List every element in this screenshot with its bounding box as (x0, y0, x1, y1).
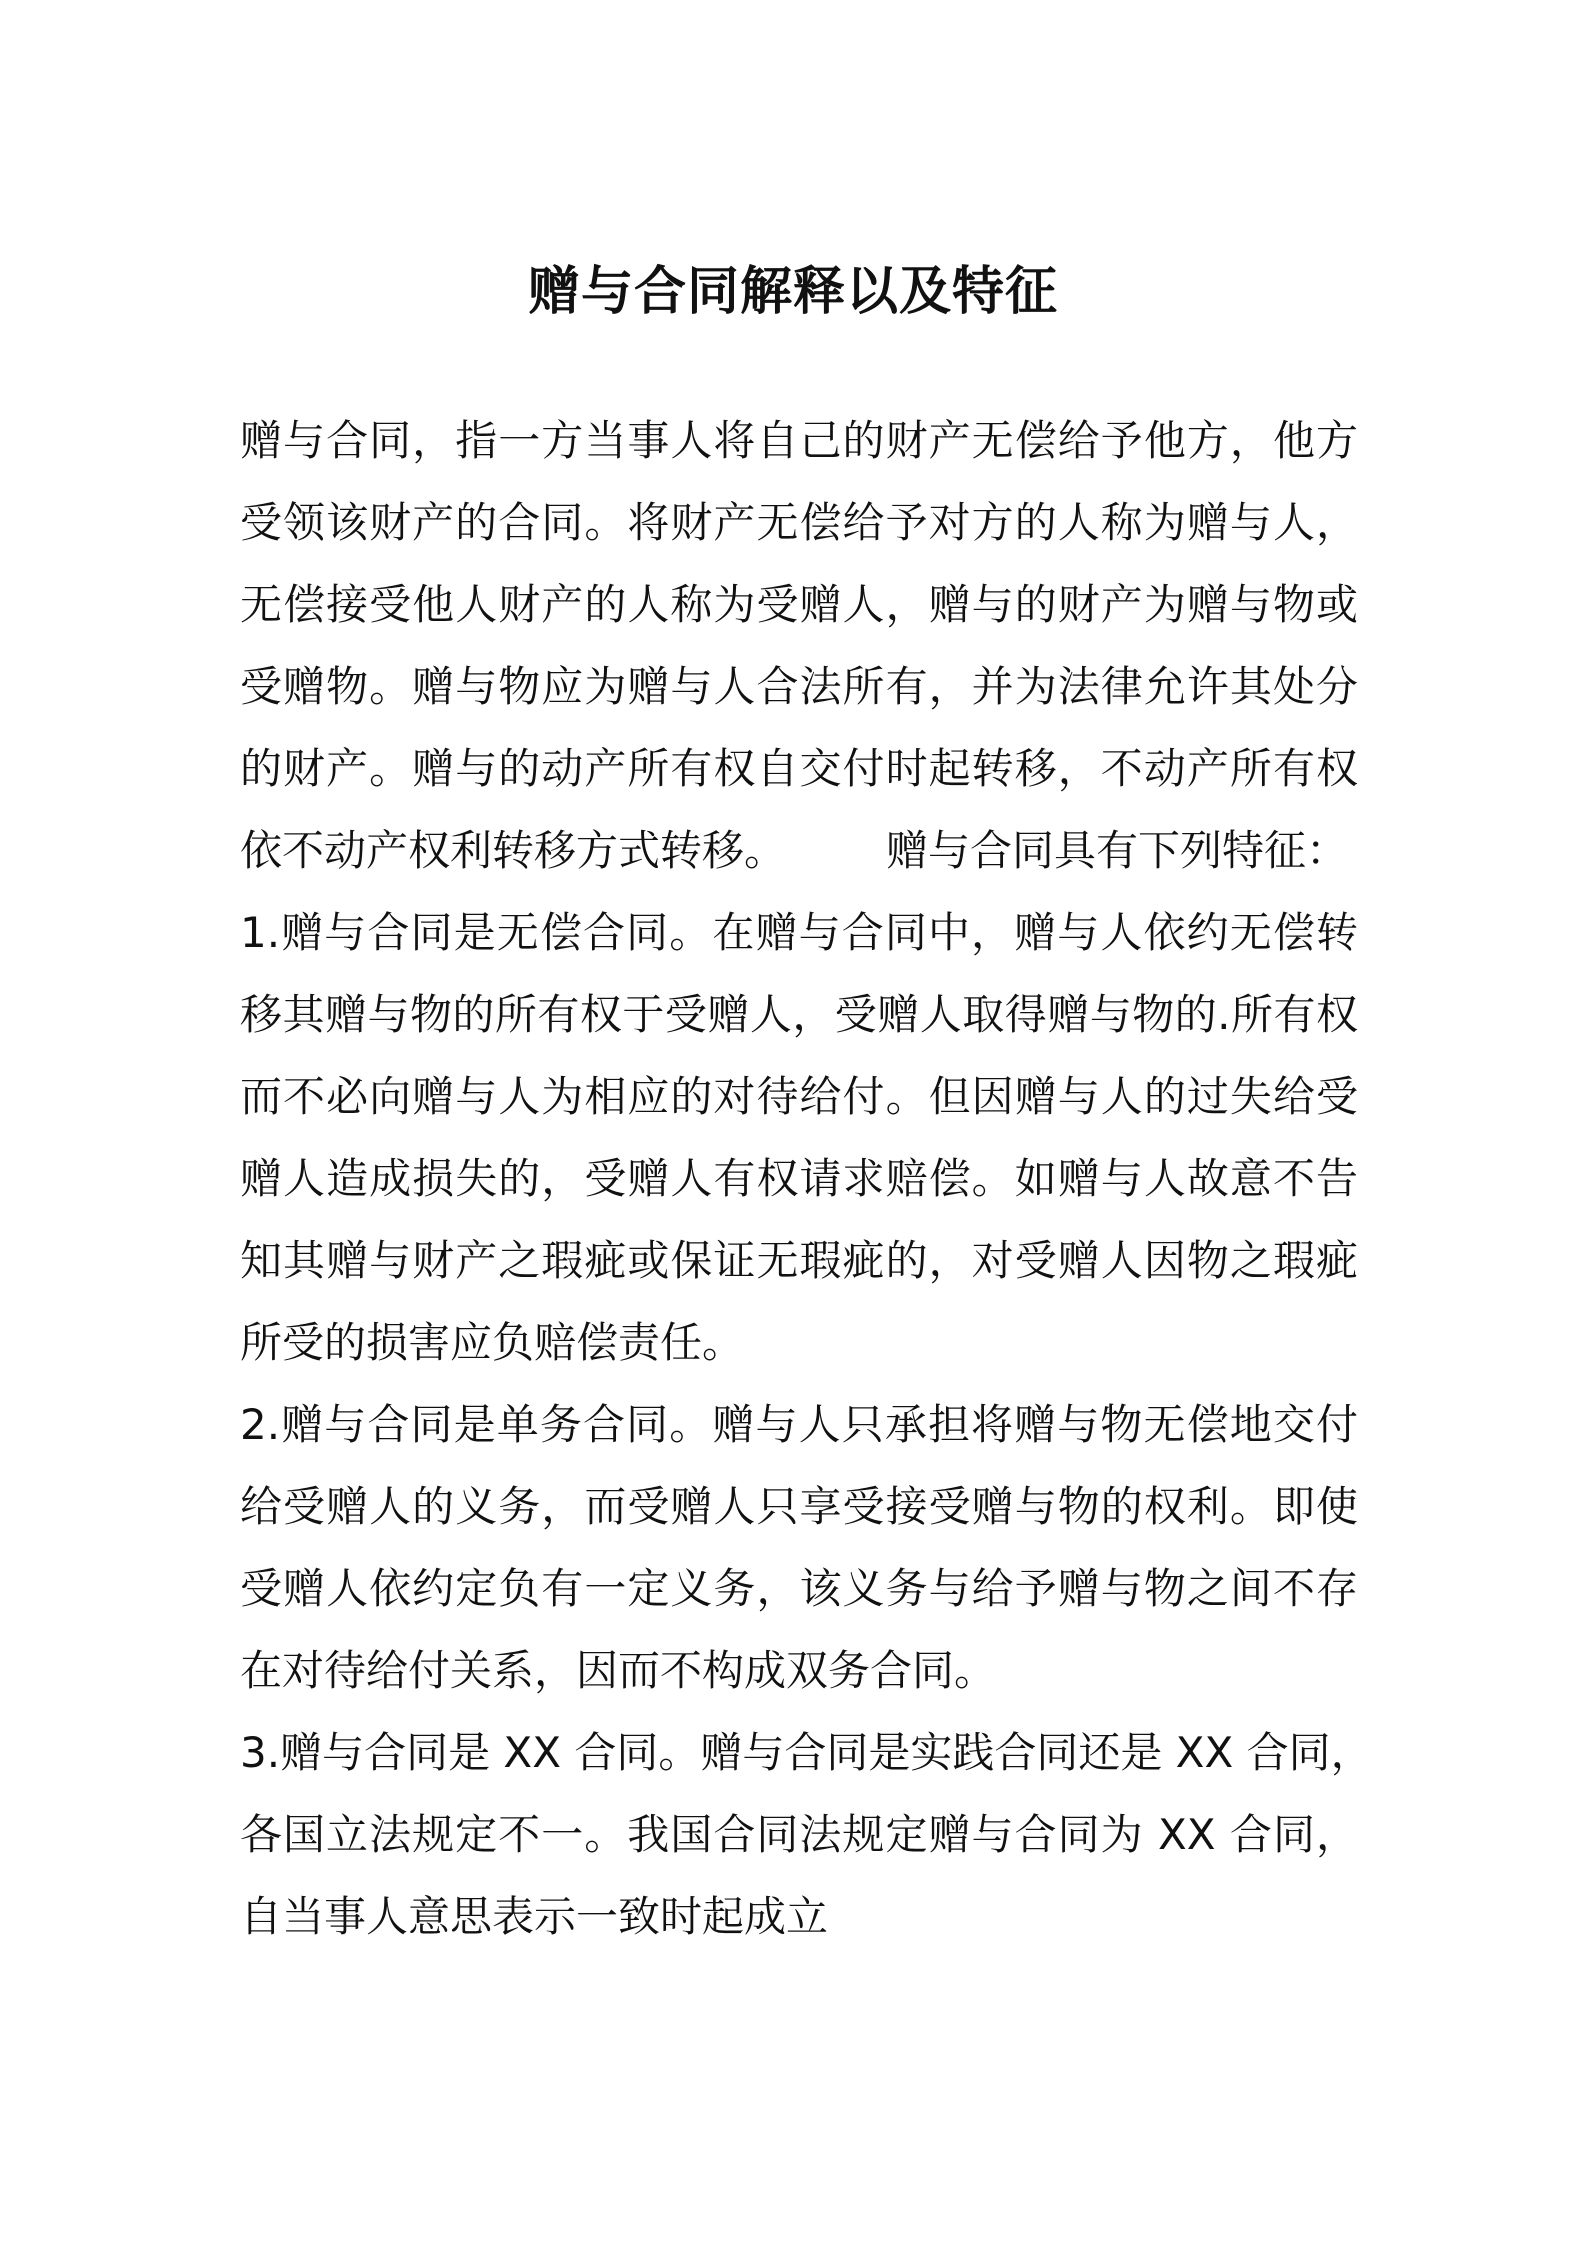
paragraph-line: 受赠物。赠与物应为赠与人合法所有，并为法律允许其处分 (240, 662, 1358, 711)
document-title: 赠与合同解释以及特征 (527, 262, 1058, 322)
paragraph-line: 所受的损害应负赔偿责任。 (240, 1318, 745, 1367)
document-body (240, 400, 1373, 1958)
paragraph-line: 2.赠与合同是单务合同。赠与人只承担将赠与物无偿地交付 (240, 1400, 1358, 1449)
paragraph-line-text: 依不动产权利转移方式转移。 (240, 826, 787, 875)
paragraph-line: 受领该财产的合同。将财产无偿给予对方的人称为赠与人， (240, 498, 1358, 547)
paragraph-line: 无偿接受他人财产的人称为受赠人，赠与的财产为赠与物或 (240, 580, 1358, 629)
paragraph-line: 受赠人依约定负有一定义务，该义务与给予赠与物之间不存 (240, 1564, 1358, 1613)
paragraph-line: 而不必向赠与人为相应的对待给付。但因赠与人的过失给受 (240, 1072, 1358, 1121)
paragraph-line: 的财产。赠与的动产所有权自交付时起转移，不动产所有权 (240, 744, 1358, 793)
paragraph-line: 在对待给付关系，因而不构成双务合同。 (240, 1646, 997, 1695)
paragraph-line: 赠人造成损失的，受赠人有权请求赔偿。如赠与人故意不告 (240, 1154, 1358, 1203)
paragraph-line: 3.赠与合同是 XX 合同。赠与合同是实践合同还是 XX 合同， (240, 1728, 1373, 1777)
paragraph-line: 移其赠与物的所有权于受赠人，受赠人取得赠与物的.所有权 (240, 990, 1358, 1039)
paragraph-line: 1.赠与合同是无偿合同。在赠与合同中，赠与人依约无偿转 (240, 908, 1358, 957)
paragraph-line: 给受赠人的义务，而受赠人只享受接受赠与物的权利。即使 (240, 1482, 1358, 1531)
paragraph-line: 赠与合同，指一方当事人将自己的财产无偿给予他方，他方 (240, 416, 1358, 465)
features-intro-text: 赠与合同具有下列特征： (886, 826, 1349, 875)
paragraph-line: 自当事人意思表示一致时起成立 (240, 1892, 829, 1941)
paragraph-line: 知其赠与财产之瑕疵或保证无瑕疵的，对受赠人因物之瑕疵 (240, 1236, 1358, 1285)
paragraph-line: 各国立法规定不一。我国合同法规定赠与合同为 XX 合同， (240, 1810, 1358, 1859)
paragraph-line (240, 810, 1358, 892)
